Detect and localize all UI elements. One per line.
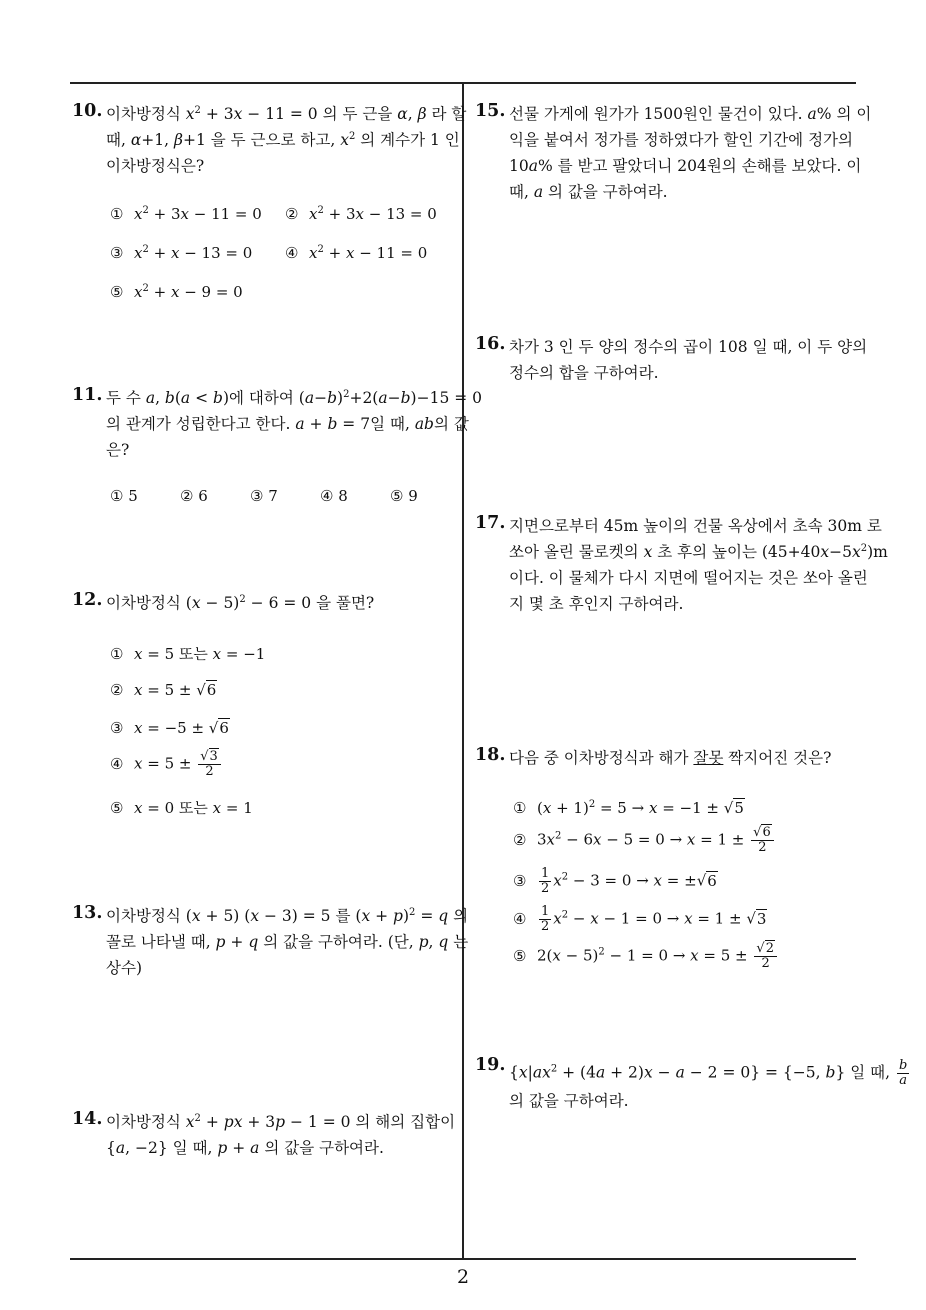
option[interactable]: ⑤ $x^2 + x - 9 = 0$ bbox=[110, 283, 243, 301]
option[interactable]: ① $(x + 1)^2 = 5 \to x = -1 \pm √5$ bbox=[513, 799, 744, 817]
option[interactable]: ① 5 bbox=[110, 487, 138, 505]
question-number: 14. bbox=[72, 1109, 103, 1129]
question-text: 이차방정식 $(x - 5)^2 - 6 = 0$ 을 풀면? bbox=[106, 594, 375, 612]
option[interactable]: ② x = 5 ± √6 bbox=[110, 681, 217, 699]
question-number: 11. bbox=[72, 385, 103, 405]
question-text: 지면으로부터 45m 높이의 건물 옥상에서 초속 30m 로 쏘아 올린 물로켓의 x 초 후의 높이는 $(45+40x-5x^2)m$ 이다. 이 물체가 다시 지면에 떨어지는 것은 쏘아 올린 지 몇 초 후인지 구하여라. bbox=[509, 517, 888, 613]
option[interactable]: ① $x^2 + 3x - 11 = 0$ bbox=[110, 205, 262, 223]
option[interactable]: ④ x = 5 ± $\frac{√3}{2}$ bbox=[110, 750, 223, 779]
question-text: 이차방정식 $x^2 + 3x - 11 = 0$ 의 두 근을 α, β 라 할 때, α+1, β+1 을 두 근으로 하고, $x^2$ 의 계수가 1 인 이차방정식은? bbox=[106, 105, 467, 175]
option[interactable]: ③ $x^2 + x - 13 = 0$ bbox=[110, 244, 253, 262]
question-number: 16. bbox=[475, 334, 506, 354]
question-text: 다음 중 이차방정식과 해가 잘못 짝지어진 것은? bbox=[509, 749, 832, 767]
question-number: 17. bbox=[475, 513, 506, 533]
option[interactable]: ⑤ 9 bbox=[390, 487, 418, 505]
question-text: 선물 가게에 원가가 1500원인 물건이 있다. a% 의 이 익을 붙여서 정가를 정하였다가 할인 기간에 정가의 10a% 를 받고 팔았더니 204원의 손해를 보았다. 이 때, a 의 값을 구하여라. bbox=[509, 105, 872, 201]
option[interactable]: ② 6 bbox=[180, 487, 208, 505]
question-number: 18. bbox=[475, 745, 506, 765]
option[interactable]: ③ 7 bbox=[250, 487, 278, 505]
page-number: 2 bbox=[456, 1266, 470, 1288]
question-text: 두 수 a, b(a < b)에 대하여 $(a-b)^2+2(a-b)-15 = 0$ 의 관계가 성립한다고 한다. a + b = 7일 때, ab의 값 은? bbox=[106, 389, 483, 459]
option[interactable]: ② $3x^2 - 6x - 5 = 0 \to x = 1$ ± $\frac{√6}{2}$ bbox=[513, 826, 776, 855]
column-divider bbox=[462, 82, 464, 1259]
question-number: 19. bbox=[475, 1055, 506, 1075]
question-number: 15. bbox=[475, 101, 506, 121]
option[interactable]: ② $x^2 + 3x - 13 = 0$ bbox=[285, 205, 437, 223]
option[interactable]: ③ $\frac{1}{2}$ $x^2 - 3 = 0 \to x = \pm√6$ bbox=[513, 866, 717, 896]
question-number: 10. bbox=[72, 101, 103, 121]
option[interactable]: ④ $x^2 + x - 11 = 0$ bbox=[285, 244, 428, 262]
question-number: 13. bbox=[72, 903, 103, 923]
question-text: $\{x|ax^2 + (4a + 2)x - a - 2 = 0\} = \{-5$, b} 일 때, $\frac{b}{a}$ 의 값을 구하여라. bbox=[509, 1058, 908, 1110]
option[interactable]: ① x = 5 또는 x = −1 bbox=[110, 645, 266, 663]
bottom-rule bbox=[70, 1258, 856, 1260]
option[interactable]: ④ 8 bbox=[320, 487, 348, 505]
option[interactable]: ⑤ $2(x - 5)^2 - 1 = 0 \to x = 5$ ± $\frac{√2}{2}$ bbox=[513, 942, 779, 971]
option[interactable]: ⑤ x = 0 또는 x = 1 bbox=[110, 799, 253, 817]
option[interactable]: ④ $\frac{1}{2}$ $x^2 - x - 1 = 0 \to x = 1 \pm √3$ bbox=[513, 904, 767, 934]
question-text: 차가 3 인 두 양의 정수의 곱이 108 일 때, 이 두 양의 정수의 합을 구하여라. bbox=[509, 338, 868, 382]
option[interactable]: ③ x = −5 ± √6 bbox=[110, 719, 229, 737]
question-text: 이차방정식 $x^2$ + px + 3p − 1 = 0 의 해의 집합이 {a, −2} 일 때, p + a 의 값을 구하여라. bbox=[106, 1113, 456, 1157]
question-number: 12. bbox=[72, 590, 103, 610]
question-text: 이차방정식 (x + 5) (x − 3) = 5 를 $(x + p)^2 = q$ 의 꼴로 나타낼 때, p + q 의 값을 구하여라. (단, p, q 는 상수) bbox=[106, 907, 469, 977]
